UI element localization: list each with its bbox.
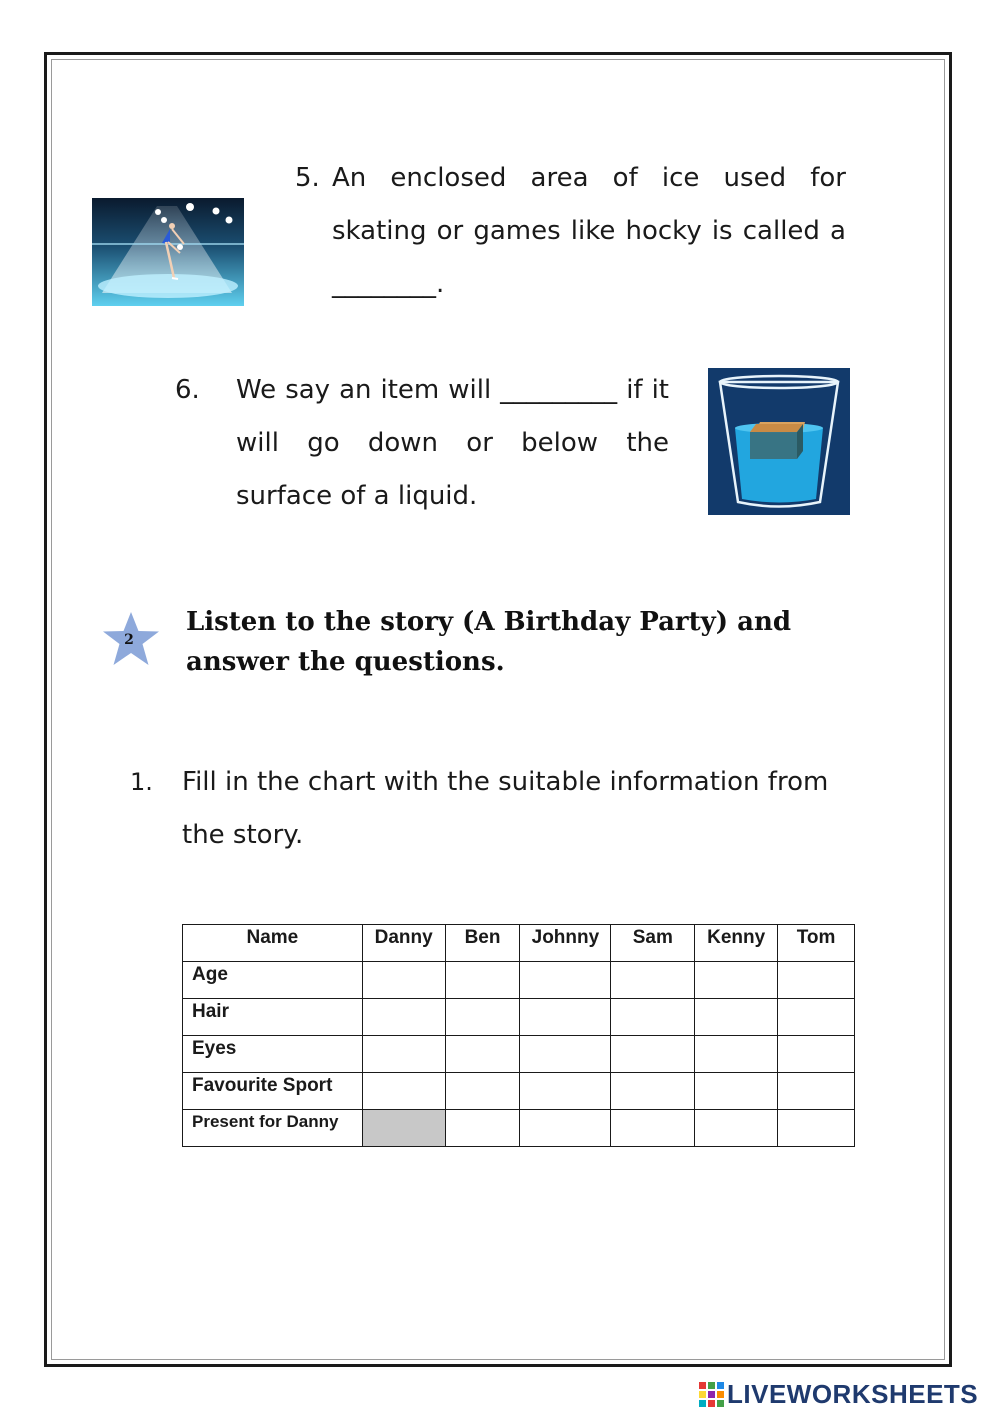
answer-cell[interactable] [611, 999, 695, 1036]
answer-cell[interactable] [778, 1073, 855, 1110]
answer-cell[interactable] [362, 1073, 445, 1110]
header-name: Name [183, 925, 363, 962]
answer-cell[interactable] [611, 962, 695, 999]
logo-text: LIVEWORKSHEETS [727, 1378, 979, 1409]
liveworksheets-logo [699, 1380, 978, 1408]
header-johnny: Johnny [520, 925, 611, 962]
question-5-number: 5. [295, 163, 320, 193]
answer-cell[interactable] [695, 999, 778, 1036]
question-5-text: An enclosed area of ice used for skating or games like hocky is called a ________. [332, 163, 846, 299]
answer-cell[interactable] [362, 962, 445, 999]
answer-cell[interactable] [611, 1073, 695, 1110]
answer-cell[interactable] [362, 1036, 445, 1073]
sinking-block-glass-image [708, 368, 850, 515]
row-label-present: Present for Danny [183, 1110, 363, 1147]
table-row [183, 1036, 855, 1073]
table-row [183, 1110, 855, 1147]
header-ben: Ben [445, 925, 520, 962]
answer-cell[interactable] [695, 962, 778, 999]
answer-cell[interactable] [611, 1036, 695, 1073]
header-sam: Sam [611, 925, 695, 962]
row-label-age: Age [183, 962, 363, 999]
question-6-number: 6. [175, 375, 200, 405]
section-heading: Listen to the story (A Birthday Party) and answer the questions. [186, 607, 792, 677]
answer-cell[interactable] [695, 1110, 778, 1147]
answer-cell[interactable] [445, 962, 520, 999]
answer-cell[interactable] [611, 1110, 695, 1147]
answer-cell[interactable] [445, 1036, 520, 1073]
answer-cell[interactable] [445, 1110, 520, 1147]
badge-number: 2 [124, 632, 134, 648]
table-header-row [183, 925, 855, 962]
star-badge-icon [101, 610, 161, 668]
table-row [183, 1073, 855, 1110]
answer-cell[interactable] [695, 1036, 778, 1073]
info-chart-table [182, 924, 855, 1147]
answer-cell[interactable] [445, 999, 520, 1036]
task-text: Fill in the chart with the suitable information from the story. [182, 767, 829, 850]
answer-cell[interactable] [520, 1036, 611, 1073]
ice-skater-image [92, 198, 244, 306]
shaded-cell [362, 1110, 445, 1147]
table-row [183, 999, 855, 1036]
row-label-eyes: Eyes [183, 1036, 363, 1073]
answer-cell[interactable] [778, 999, 855, 1036]
question-6-text: We say an item will _________ if it will go down or below the surface of a liquid. [236, 375, 669, 511]
answer-cell[interactable] [520, 999, 611, 1036]
answer-cell[interactable] [445, 1073, 520, 1110]
header-danny: Danny [362, 925, 445, 962]
answer-cell[interactable] [778, 1110, 855, 1147]
answer-cell[interactable] [695, 1073, 778, 1110]
answer-cell[interactable] [362, 999, 445, 1036]
answer-cell[interactable] [520, 1073, 611, 1110]
header-kenny: Kenny [695, 925, 778, 962]
answer-cell[interactable] [778, 962, 855, 999]
row-label-favourite-sport: Favourite Sport [183, 1073, 363, 1110]
table-row [183, 962, 855, 999]
answer-cell[interactable] [778, 1036, 855, 1073]
row-label-hair: Hair [183, 999, 363, 1036]
logo-blocks-icon [699, 1381, 725, 1407]
header-tom: Tom [778, 925, 855, 962]
answer-cell[interactable] [520, 1110, 611, 1147]
task-number: 1. [130, 768, 153, 796]
answer-cell[interactable] [520, 962, 611, 999]
